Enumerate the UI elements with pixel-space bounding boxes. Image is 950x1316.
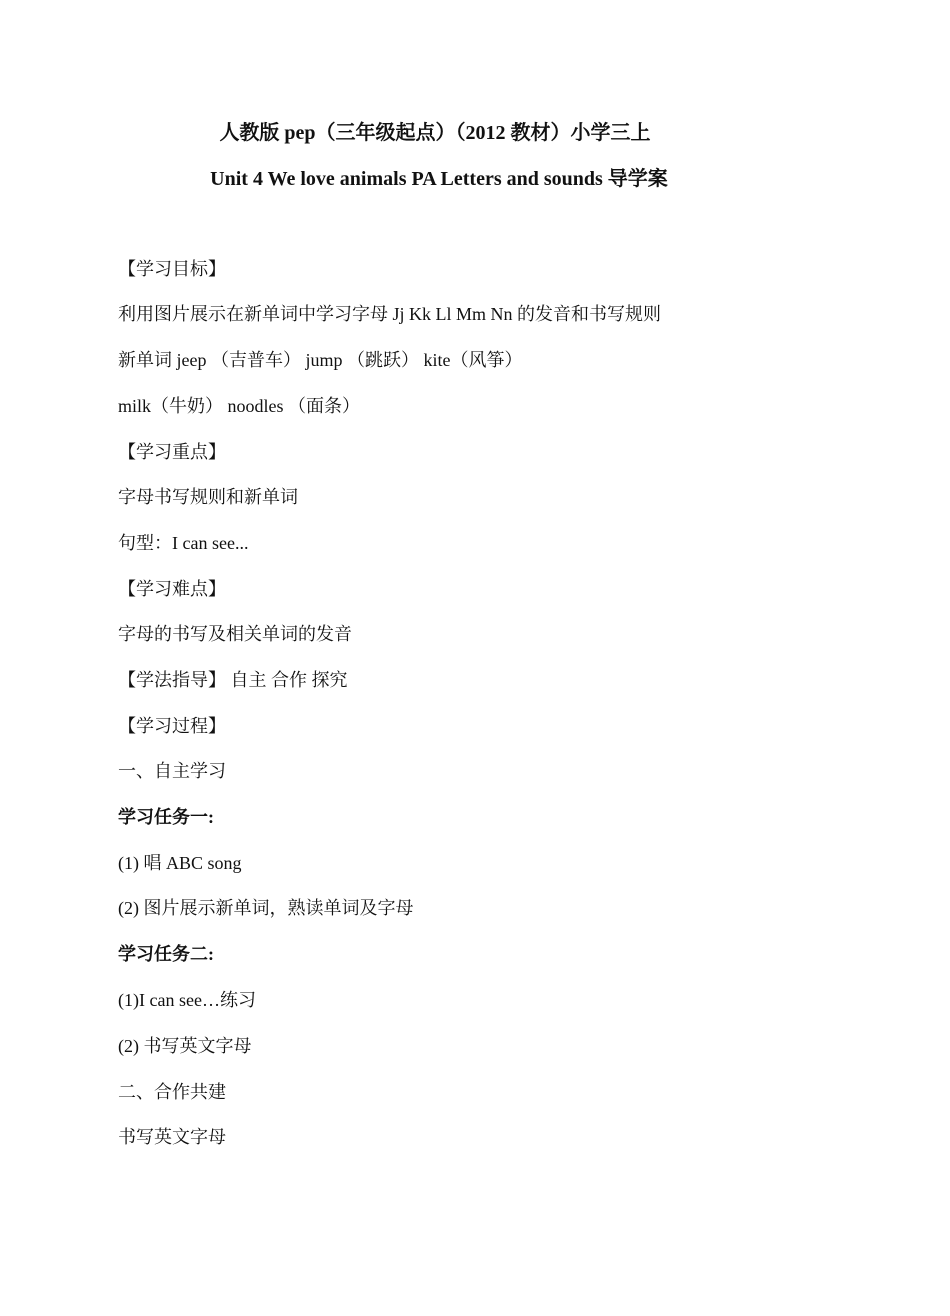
goal-line-3: milk（牛奶） noodles （面条） xyxy=(118,396,360,416)
task2-heading: 学习任务二: xyxy=(118,944,214,964)
task2-item-2: (2) 书写英文字母 xyxy=(118,1036,252,1056)
task1-heading: 学习任务一: xyxy=(118,807,214,827)
task1-item-1: (1) 唱 ABC song xyxy=(118,853,242,873)
section2-heading: 二、合作共建 xyxy=(118,1082,226,1102)
key-heading: 【学习重点】 xyxy=(118,442,226,462)
goal-heading: 【学习目标】 xyxy=(118,259,226,279)
process-heading: 【学习过程】 xyxy=(118,716,226,736)
document-title-line2: Unit 4 We love animals PA Letters and sounds 导学案 xyxy=(210,168,668,190)
goal-line-1: 利用图片展示在新单词中学习字母 Jj Kk Ll Mm Nn 的发音和书写规则 xyxy=(118,304,662,324)
difficulty-line-1: 字母的书写及相关单词的发音 xyxy=(118,624,352,644)
document-title-line1: 人教版 pep（三年级起点）（2012 教材）小学三上 xyxy=(219,122,651,144)
task1-item-2: (2) 图片展示新单词，熟读单词及字母 xyxy=(118,898,414,918)
method-line: 【学法指导】 自主 合作 探究 xyxy=(118,670,348,690)
task2-item-1: (1)I can see…练习 xyxy=(118,990,256,1010)
key-line-2: 句型：I can see... xyxy=(118,533,249,553)
difficulty-heading: 【学习难点】 xyxy=(118,579,226,599)
key-line-1: 字母书写规则和新单词 xyxy=(118,487,298,507)
section2-line-1: 书写英文字母 xyxy=(118,1127,226,1147)
section1-heading: 一、自主学习 xyxy=(118,761,226,781)
goal-line-2: 新单词 jeep （吉普车） jump （跳跃） kite（风筝） xyxy=(118,350,523,370)
